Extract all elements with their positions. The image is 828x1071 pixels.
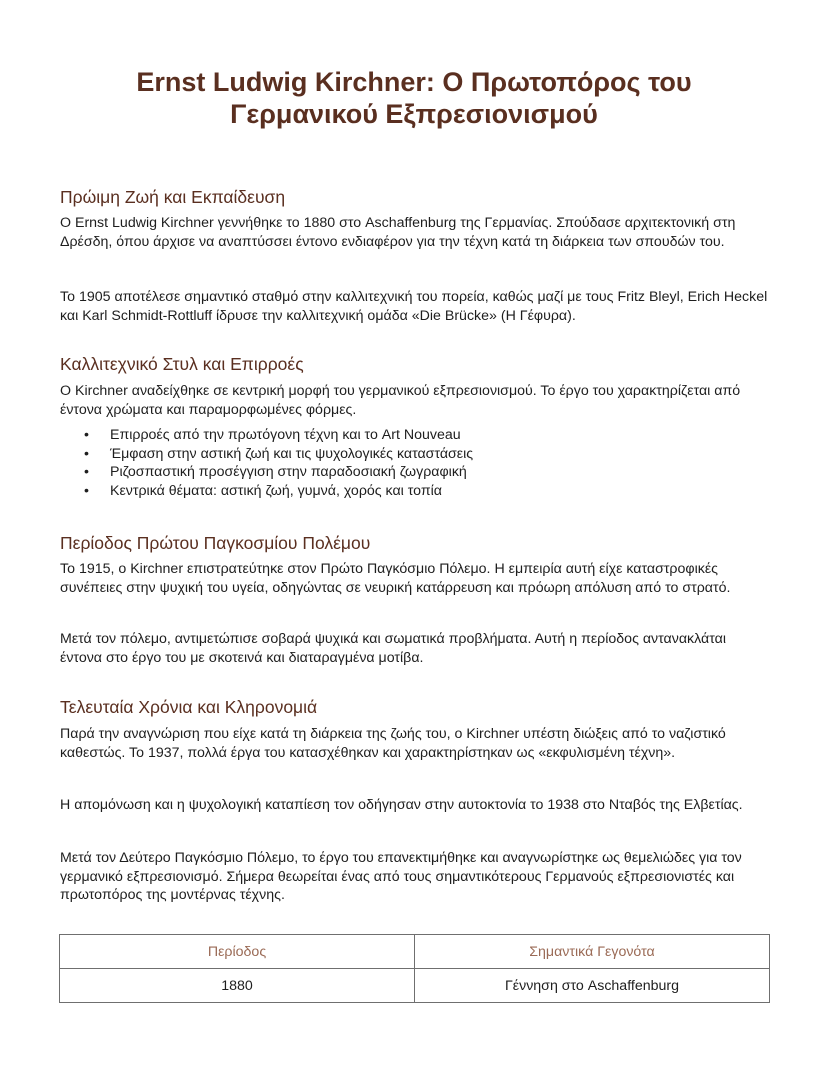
- influences-list: [60, 426, 760, 500]
- table-header-row: [60, 935, 770, 969]
- section-heading-early-life: Πρώιμη Ζωή και Εκπαίδευση: [60, 187, 286, 207]
- paragraph: Μετά τον πόλεμο, αντιμετώπισε σοβαρά ψυχικά και σωματικά προβλήματα. Αυτή η περίοδος αντανακλάται έντονα στο έργο του με σκοτεινά και διαταραγμένα μοτίβα.: [60, 631, 726, 666]
- bullet-icon: •: [84, 445, 89, 462]
- list-item: • Ριζοσπαστική προσέγγιση στην παραδοσιακή ζωγραφική: [84, 464, 467, 480]
- bullet-icon: •: [84, 427, 89, 443]
- list-item: • Επιρροές από την πρωτόγονη τέχνη και το Art Nouveau: [84, 427, 461, 443]
- list-item: • Έμφαση στην αστική ζωή και τις ψυχολογικές καταστάσεις: [84, 445, 474, 462]
- section-heading-style: Καλλιτεχνικό Στυλ και Επιρροές: [60, 354, 304, 374]
- paragraph: Το 1915, ο Kirchner επιστρατεύτηκε στον Πρώτο Παγκόσμιο Πόλεμο. Η εμπειρία αυτή είχε καταστροφικές συνέπειες στην ψυχική του υγεία, οδηγώντας σε νευρική κατάρρευση και πρόωρη απόλυση από το στρατό.: [60, 561, 731, 596]
- paragraph: Παρά την αναγνώριση που είχε κατά τη διάρκεια της ζωής του, ο Kirchner υπέστη διώξεις από το ναζιστικό καθεστώς. Το 1937, πολλά έργα του κατασχέθηκαν και χαρακτηρίστηκαν ως «εκφυλισμένη τέχνη».: [60, 726, 726, 761]
- timeline-table: [59, 934, 770, 1003]
- paragraph: Το 1905 αποτέλεσε σημαντικό σταθμό στην καλλιτεχνική του πορεία, καθώς μαζί με τους Fritz Bleyl, Erich Heckel και Karl Schmidt-Rottluff ίδρυσε την καλλιτεχνική ομάδα «Die Brücke» (Η Γέφυρα).: [60, 289, 768, 324]
- table-cell-period: 1880: [60, 969, 415, 1003]
- paragraph: Η απομόνωση και η ψυχολογική καταπίεση τον οδήγησαν στην αυτοκτονία το 1938 στο Νταβός της Ελβετίας.: [60, 797, 743, 813]
- section-heading-wwi: Περίοδος Πρώτου Παγκοσμίου Πολέμου: [60, 533, 371, 553]
- paragraph: Μετά τον Δεύτερο Παγκόσμιο Πόλεμο, το έργο του επανεκτιμήθηκε και αναγνωρίστηκε ως θεμελιώδες για τον γερμανικό εξπρεσιονισμό. Σήμερα θεωρείται ένας από τους σημαντικότερους Γερμανούς εξπρεσιονιστές και πρωτοπόρος της μοντέρνας τέχνης.: [60, 850, 742, 903]
- section-heading-legacy: Τελευταία Χρόνια και Κληρονομιά: [60, 697, 318, 717]
- bullet-icon: •: [84, 482, 89, 499]
- table-cell-event: Γέννηση στο Aschaffenburg: [415, 969, 770, 1003]
- column-header-period: Περίοδος: [60, 935, 415, 969]
- table-row: [60, 969, 770, 1003]
- list-item: • Κεντρικά θέματα: αστική ζωή, γυμνά, χορός και τοπία: [84, 482, 443, 499]
- column-header-events: Σημαντικά Γεγονότα: [415, 935, 770, 969]
- bullet-icon: •: [84, 464, 89, 480]
- paragraph: Ο Kirchner αναδείχθηκε σε κεντρική μορφή του γερμανικού εξπρεσιονισμού. Το έργο του χαρακτηρίζεται από έντονα χρώματα και παραμορφωμένες φόρμες.: [60, 383, 741, 418]
- page-title: Ernst Ludwig Kirchner: Ο Πρωτοπόρος του Γερμανικού Εξπρεσιονισμού: [136, 67, 692, 129]
- paragraph: Ο Ernst Ludwig Kirchner γεννήθηκε το 1880 στο Aschaffenburg της Γερμανίας. Σπούδασε αρχιτεκτονική στη Δρέσδη, όπου άρχισε να αναπτύσσει έντονο ενδιαφέρον για την τέχνη κατά τη διάρκεια των σπουδών του.: [60, 215, 736, 250]
